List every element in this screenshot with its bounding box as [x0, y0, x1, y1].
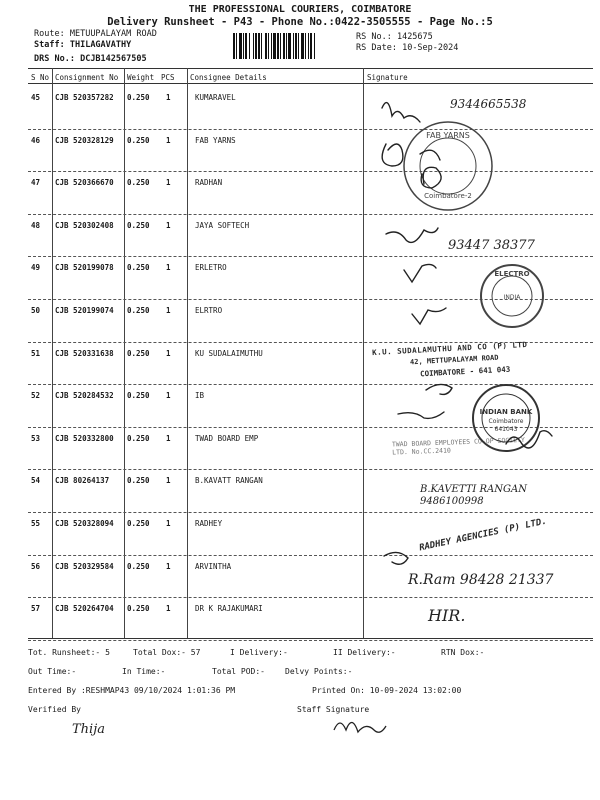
col-divider — [187, 68, 188, 638]
i-delivery: I Delivery:- — [230, 648, 288, 657]
row-consignee: IB — [195, 391, 205, 401]
row-consignment-no: CJB 520328094 — [55, 519, 114, 528]
col-signature-header: Signature — [367, 73, 408, 82]
row-consignee: TWAD BOARD EMP — [195, 433, 259, 443]
staff-line — [34, 40, 131, 50]
drs-line — [34, 54, 147, 64]
row-weight: 0.250 — [127, 135, 150, 145]
row-sno: 48 — [31, 220, 41, 230]
row-pcs: 1 — [166, 476, 171, 486]
verifier-signature: Thija — [72, 722, 105, 737]
rtn-dox: RTN Dox:- — [441, 648, 485, 657]
row-sno: 46 — [31, 135, 41, 145]
row-pcs: 1 — [166, 391, 171, 401]
row-consignment-no: CJB 520357282 — [55, 93, 114, 102]
row-consignee: RADHAN — [195, 178, 223, 188]
col-sno-header: S No — [31, 73, 50, 82]
col-divider — [52, 68, 53, 638]
col-consignee-header: Consignee Details — [190, 73, 267, 82]
row-pcs: 1 — [166, 306, 171, 315]
handwriting-48: 93447 38377 — [448, 238, 535, 253]
row-weight: 0.250 — [127, 391, 150, 401]
row-consignment-no: CJB 520332800 — [55, 433, 114, 443]
staff-signature-scribble-icon — [330, 712, 390, 738]
row-sno: 53 — [31, 433, 41, 443]
rs-no-value: 1425675 — [396, 32, 433, 42]
row-consignment-no: CJB 80264137 — [55, 476, 110, 486]
row-pcs: 1 — [166, 519, 171, 528]
row-weight: 0.250 — [127, 306, 150, 315]
row-weight: 0.250 — [127, 604, 150, 614]
row-consignee: KUMARAVEL — [195, 93, 236, 102]
drs-value: DCJB142567505 — [80, 54, 147, 64]
row-consignment-no: CJB 520331638 — [55, 348, 114, 358]
row-consignee: DR K RAJAKUMARI — [195, 604, 263, 614]
stamp-sudalaimuthu-2: 42, METTUPALAYAM ROAD — [409, 353, 499, 367]
svg-text:INDIA: INDIA — [503, 294, 521, 301]
rs-date-label: RS Date: — [356, 43, 397, 53]
svg-text:ELECTRO: ELECTRO — [494, 270, 530, 278]
header-rule-top — [28, 68, 593, 69]
stamp-radhey: RADHEY AGENCIES (P) LTD. — [418, 516, 548, 554]
row-consignment-no: CJB 520284532 — [55, 391, 114, 401]
handwriting-45: 9344665538 — [450, 97, 527, 111]
row-weight: 0.250 — [127, 433, 150, 443]
row-weight: 0.250 — [127, 93, 150, 102]
barcode-icon — [233, 33, 348, 59]
row-sno: 50 — [31, 306, 41, 315]
col-consignment-header: Consignment No — [55, 73, 119, 82]
rs-no-line — [356, 32, 433, 42]
col-pcs-header: PCS — [161, 73, 175, 82]
company-title: THE PROFESSIONAL COURIERS, COIMBATORE — [188, 4, 412, 15]
staff-value: THILAGAVATHY — [69, 40, 132, 50]
row-sno: 57 — [31, 604, 41, 614]
col-divider — [124, 68, 125, 638]
row-weight: 0.250 — [127, 178, 150, 188]
staff-signature: Staff Signature — [297, 705, 370, 714]
row-consignee: RADHEY — [195, 519, 223, 528]
row-pcs: 1 — [166, 604, 171, 614]
stamp-sudalaimuthu-1: K.U. SUDALAMUTHU AND CO (P) LTD — [371, 339, 528, 358]
col-weight-header: Weight — [127, 73, 155, 82]
row-pcs: 1 — [166, 93, 171, 102]
stamp-twad: TWAD BOARD EMPLOYEES CO-OP SOCIETY LTD. No.CC.2410 — [391, 435, 526, 457]
row-consignment-no: CJB 520264704 — [55, 604, 114, 614]
row-sno: 47 — [31, 178, 41, 188]
row-pcs: 1 — [166, 561, 171, 571]
row-weight: 0.250 — [127, 220, 150, 230]
route-value: METUUPALAYAM ROAD — [69, 29, 157, 39]
svg-text:FAB YARNS: FAB YARNS — [426, 131, 470, 140]
tot-runsheet: Tot. Runsheet:- 5 — [28, 648, 110, 657]
row-pcs: 1 — [166, 178, 171, 188]
row-consignee: ERLETRO — [195, 263, 227, 273]
row-consignee: KU SUDALAIMUTHU — [195, 348, 263, 358]
row-sno: 52 — [31, 391, 41, 401]
in-time: In Time:- — [122, 667, 166, 676]
handwriting-56: R.Ram 98428 21337 — [408, 572, 554, 588]
row-weight: 0.250 — [127, 348, 150, 358]
svg-text:641043: 641043 — [494, 426, 518, 433]
row-consignee: ARVINTHA — [195, 561, 232, 571]
row-weight: 0.250 — [127, 561, 150, 571]
row-consignment-no: CJB 520302408 — [55, 220, 114, 230]
row-weight: 0.250 — [127, 263, 150, 273]
printed-on: Printed On: 10-09-2024 13:02:00 — [312, 686, 462, 695]
stamp-sudalaimuthu-3: COIMBATORE - 641 043 — [419, 364, 511, 379]
row-sno: 51 — [31, 348, 41, 358]
runsheet-subtitle: Delivery Runsheet - P43 - Phone No.:0422-3505555 - Page No.:5 — [107, 16, 493, 28]
row-consignment-no: CJB 520199074 — [55, 306, 114, 315]
route-label: Route: — [34, 29, 65, 39]
svg-text:Coimbatore: Coimbatore — [488, 418, 524, 425]
row-pcs: 1 — [166, 348, 171, 358]
rs-date-line — [356, 43, 458, 53]
row-pcs: 1 — [166, 220, 171, 230]
row-consignment-no: CJB 520199078 — [55, 263, 114, 273]
svg-text:INDIAN BANK: INDIAN BANK — [479, 408, 533, 416]
row-consignment-no: CJB 520328129 — [55, 135, 114, 145]
signature-scribbles-icon — [364, 84, 596, 639]
delvy-points: Delvy Points:- — [285, 667, 353, 676]
row-weight: 0.250 — [127, 519, 150, 528]
row-sno: 49 — [31, 263, 41, 273]
row-sno: 55 — [31, 519, 41, 528]
row-consignee: ELRTRO — [195, 306, 223, 315]
ii-delivery: II Delivery:- — [333, 648, 396, 657]
handwriting-57: HIR. — [428, 606, 466, 625]
drs-label: DRS No.: — [34, 54, 75, 64]
row-weight: 0.250 — [127, 476, 150, 486]
out-time: Out Time:- — [28, 667, 77, 676]
rs-date-value: 10-Sep-2024 — [402, 43, 459, 53]
row-consignment-no: CJB 520329584 — [55, 561, 114, 571]
row-sno: 45 — [31, 93, 41, 102]
rs-no-label: RS No.: — [356, 32, 392, 42]
row-consignee: FAB YARNS — [195, 135, 236, 145]
row-consignee: JAYA SOFTECH — [195, 220, 250, 230]
footer-rule — [28, 638, 593, 639]
row-separator — [28, 640, 593, 641]
entered-by: Entered By :RESHMAP43 09/10/2024 1:01:36 PM — [28, 686, 236, 695]
total-dox: Total Dox:- 57 — [133, 648, 201, 657]
total-pod: Total POD:- — [212, 667, 265, 676]
row-pcs: 1 — [166, 263, 171, 273]
row-pcs: 1 — [166, 135, 171, 145]
handwriting-54: B.KAVETTI RANGAN 9486100998 — [420, 484, 527, 507]
row-sno: 54 — [31, 476, 41, 486]
svg-text:Coimbatore-2: Coimbatore-2 — [424, 192, 472, 200]
verified-by: Verified By — [28, 705, 81, 714]
route-line — [34, 29, 157, 39]
row-sno: 56 — [31, 561, 41, 571]
staff-label: Staff: — [34, 40, 65, 50]
row-consignment-no: CJB 520366670 — [55, 178, 114, 188]
row-consignee: B.KAVATT RANGAN — [195, 476, 263, 486]
row-pcs: 1 — [166, 433, 171, 443]
